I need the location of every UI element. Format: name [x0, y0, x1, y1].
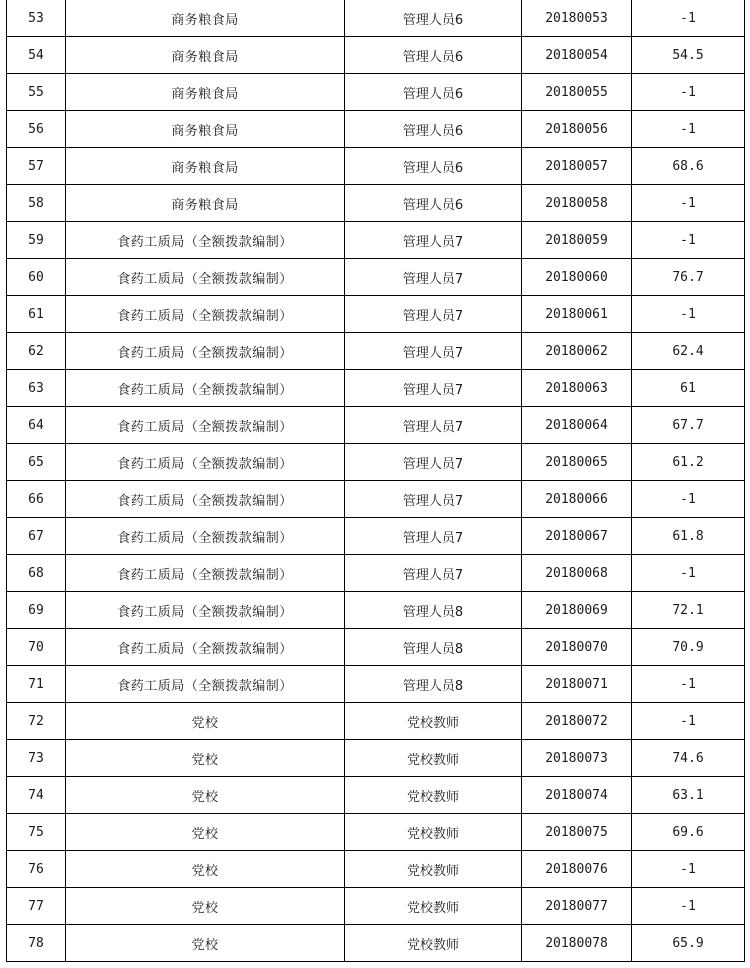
table-row [7, 851, 745, 888]
table-row [7, 629, 745, 666]
unit-name-cell: 食药工质局（全额拨款编制） [66, 481, 345, 518]
unit-name-cell: 食药工质局（全额拨款编制） [66, 555, 345, 592]
score-cell: 62.4 [632, 333, 745, 370]
score-cell: 72.1 [632, 592, 745, 629]
row-number-cell: 61 [7, 296, 66, 333]
score-cell: -1 [632, 481, 745, 518]
score-table-body [7, 0, 745, 962]
row-number-cell: 53 [7, 0, 66, 37]
unit-name-cell: 食药工质局（全额拨款编制） [66, 370, 345, 407]
score-cell: 67.7 [632, 407, 745, 444]
score-cell: 54.5 [632, 37, 745, 74]
unit-name-cell: 党校 [66, 851, 345, 888]
unit-name-cell: 食药工质局（全额拨款编制） [66, 296, 345, 333]
table-row [7, 740, 745, 777]
score-cell: -1 [632, 74, 745, 111]
exam-id-cell: 20180053 [522, 0, 632, 37]
row-number-cell: 64 [7, 407, 66, 444]
exam-id-cell: 20180062 [522, 333, 632, 370]
position-cell: 管理人员8 [345, 666, 522, 703]
table-row [7, 74, 745, 111]
table-row [7, 814, 745, 851]
row-number-cell: 62 [7, 333, 66, 370]
exam-id-cell: 20180073 [522, 740, 632, 777]
exam-id-cell: 20180067 [522, 518, 632, 555]
unit-name-cell: 商务粮食局 [66, 111, 345, 148]
unit-name-cell: 食药工质局（全额拨款编制） [66, 407, 345, 444]
score-cell: -1 [632, 851, 745, 888]
score-cell: -1 [632, 222, 745, 259]
row-number-cell: 78 [7, 925, 66, 962]
position-cell: 党校教师 [345, 814, 522, 851]
unit-name-cell: 党校 [66, 814, 345, 851]
score-cell: 65.9 [632, 925, 745, 962]
table-row [7, 518, 745, 555]
table-row [7, 777, 745, 814]
unit-name-cell: 食药工质局（全额拨款编制） [66, 592, 345, 629]
unit-name-cell: 党校 [66, 888, 345, 925]
position-cell: 管理人员7 [345, 555, 522, 592]
exam-id-cell: 20180055 [522, 74, 632, 111]
position-cell: 管理人员8 [345, 629, 522, 666]
row-number-cell: 70 [7, 629, 66, 666]
unit-name-cell: 食药工质局（全额拨款编制） [66, 333, 345, 370]
exam-id-cell: 20180054 [522, 37, 632, 74]
row-number-cell: 54 [7, 37, 66, 74]
score-cell: -1 [632, 888, 745, 925]
position-cell: 管理人员7 [345, 259, 522, 296]
score-cell: -1 [632, 111, 745, 148]
position-cell: 管理人员7 [345, 222, 522, 259]
score-cell: 63.1 [632, 777, 745, 814]
exam-id-cell: 20180068 [522, 555, 632, 592]
row-number-cell: 58 [7, 185, 66, 222]
table-row [7, 703, 745, 740]
position-cell: 党校教师 [345, 777, 522, 814]
row-number-cell: 72 [7, 703, 66, 740]
unit-name-cell: 食药工质局（全额拨款编制） [66, 629, 345, 666]
score-cell: 70.9 [632, 629, 745, 666]
score-cell: -1 [632, 0, 745, 37]
row-number-cell: 63 [7, 370, 66, 407]
exam-id-cell: 20180071 [522, 666, 632, 703]
unit-name-cell: 党校 [66, 777, 345, 814]
unit-name-cell: 商务粮食局 [66, 148, 345, 185]
score-cell: -1 [632, 703, 745, 740]
table-row [7, 333, 745, 370]
exam-id-cell: 20180058 [522, 185, 632, 222]
table-row [7, 185, 745, 222]
score-table [6, 0, 745, 962]
score-cell: -1 [632, 296, 745, 333]
score-cell: -1 [632, 666, 745, 703]
position-cell: 管理人员7 [345, 333, 522, 370]
position-cell: 管理人员7 [345, 370, 522, 407]
row-number-cell: 77 [7, 888, 66, 925]
score-cell: 68.6 [632, 148, 745, 185]
position-cell: 管理人员6 [345, 0, 522, 37]
unit-name-cell: 党校 [66, 925, 345, 962]
unit-name-cell: 商务粮食局 [66, 0, 345, 37]
table-row [7, 555, 745, 592]
exam-id-cell: 20180059 [522, 222, 632, 259]
exam-id-cell: 20180075 [522, 814, 632, 851]
position-cell: 管理人员6 [345, 185, 522, 222]
row-number-cell: 57 [7, 148, 66, 185]
position-cell: 管理人员7 [345, 444, 522, 481]
exam-id-cell: 20180078 [522, 925, 632, 962]
position-cell: 党校教师 [345, 703, 522, 740]
table-row [7, 592, 745, 629]
table-row [7, 259, 745, 296]
position-cell: 党校教师 [345, 925, 522, 962]
table-row [7, 666, 745, 703]
row-number-cell: 66 [7, 481, 66, 518]
exam-id-cell: 20180069 [522, 592, 632, 629]
exam-id-cell: 20180061 [522, 296, 632, 333]
row-number-cell: 67 [7, 518, 66, 555]
score-cell: 76.7 [632, 259, 745, 296]
row-number-cell: 74 [7, 777, 66, 814]
table-row [7, 222, 745, 259]
exam-id-cell: 20180057 [522, 148, 632, 185]
unit-name-cell: 商务粮食局 [66, 185, 345, 222]
row-number-cell: 65 [7, 444, 66, 481]
exam-id-cell: 20180072 [522, 703, 632, 740]
position-cell: 管理人员7 [345, 296, 522, 333]
table-row [7, 37, 745, 74]
unit-name-cell: 商务粮食局 [66, 74, 345, 111]
unit-name-cell: 党校 [66, 740, 345, 777]
unit-name-cell: 食药工质局（全额拨款编制） [66, 222, 345, 259]
position-cell: 管理人员6 [345, 148, 522, 185]
exam-id-cell: 20180060 [522, 259, 632, 296]
unit-name-cell: 商务粮食局 [66, 37, 345, 74]
row-number-cell: 69 [7, 592, 66, 629]
table-row [7, 925, 745, 962]
exam-id-cell: 20180077 [522, 888, 632, 925]
unit-name-cell: 食药工质局（全额拨款编制） [66, 259, 345, 296]
position-cell: 管理人员6 [345, 111, 522, 148]
position-cell: 管理人员7 [345, 407, 522, 444]
score-cell: -1 [632, 185, 745, 222]
row-number-cell: 75 [7, 814, 66, 851]
position-cell: 管理人员6 [345, 37, 522, 74]
position-cell: 党校教师 [345, 888, 522, 925]
position-cell: 管理人员6 [345, 74, 522, 111]
exam-id-cell: 20180064 [522, 407, 632, 444]
unit-name-cell: 食药工质局（全额拨款编制） [66, 666, 345, 703]
unit-name-cell: 食药工质局（全额拨款编制） [66, 444, 345, 481]
row-number-cell: 68 [7, 555, 66, 592]
position-cell: 党校教师 [345, 851, 522, 888]
table-row [7, 0, 745, 37]
table-row [7, 111, 745, 148]
exam-id-cell: 20180074 [522, 777, 632, 814]
row-number-cell: 76 [7, 851, 66, 888]
table-row [7, 888, 745, 925]
row-number-cell: 60 [7, 259, 66, 296]
score-cell: 69.6 [632, 814, 745, 851]
table-row [7, 148, 745, 185]
exam-id-cell: 20180063 [522, 370, 632, 407]
table-row [7, 370, 745, 407]
position-cell: 管理人员7 [345, 518, 522, 555]
exam-id-cell: 20180056 [522, 111, 632, 148]
row-number-cell: 55 [7, 74, 66, 111]
score-cell: 61.8 [632, 518, 745, 555]
unit-name-cell: 党校 [66, 703, 345, 740]
position-cell: 管理人员8 [345, 592, 522, 629]
score-cell: -1 [632, 555, 745, 592]
row-number-cell: 56 [7, 111, 66, 148]
table-row [7, 481, 745, 518]
position-cell: 管理人员7 [345, 481, 522, 518]
score-cell: 61.2 [632, 444, 745, 481]
row-number-cell: 59 [7, 222, 66, 259]
row-number-cell: 71 [7, 666, 66, 703]
row-number-cell: 73 [7, 740, 66, 777]
table-row [7, 407, 745, 444]
unit-name-cell: 食药工质局（全额拨款编制） [66, 518, 345, 555]
exam-id-cell: 20180065 [522, 444, 632, 481]
score-cell: 74.6 [632, 740, 745, 777]
position-cell: 党校教师 [345, 740, 522, 777]
score-cell: 61 [632, 370, 745, 407]
exam-id-cell: 20180070 [522, 629, 632, 666]
table-row [7, 444, 745, 481]
exam-id-cell: 20180066 [522, 481, 632, 518]
table-row [7, 296, 745, 333]
exam-id-cell: 20180076 [522, 851, 632, 888]
